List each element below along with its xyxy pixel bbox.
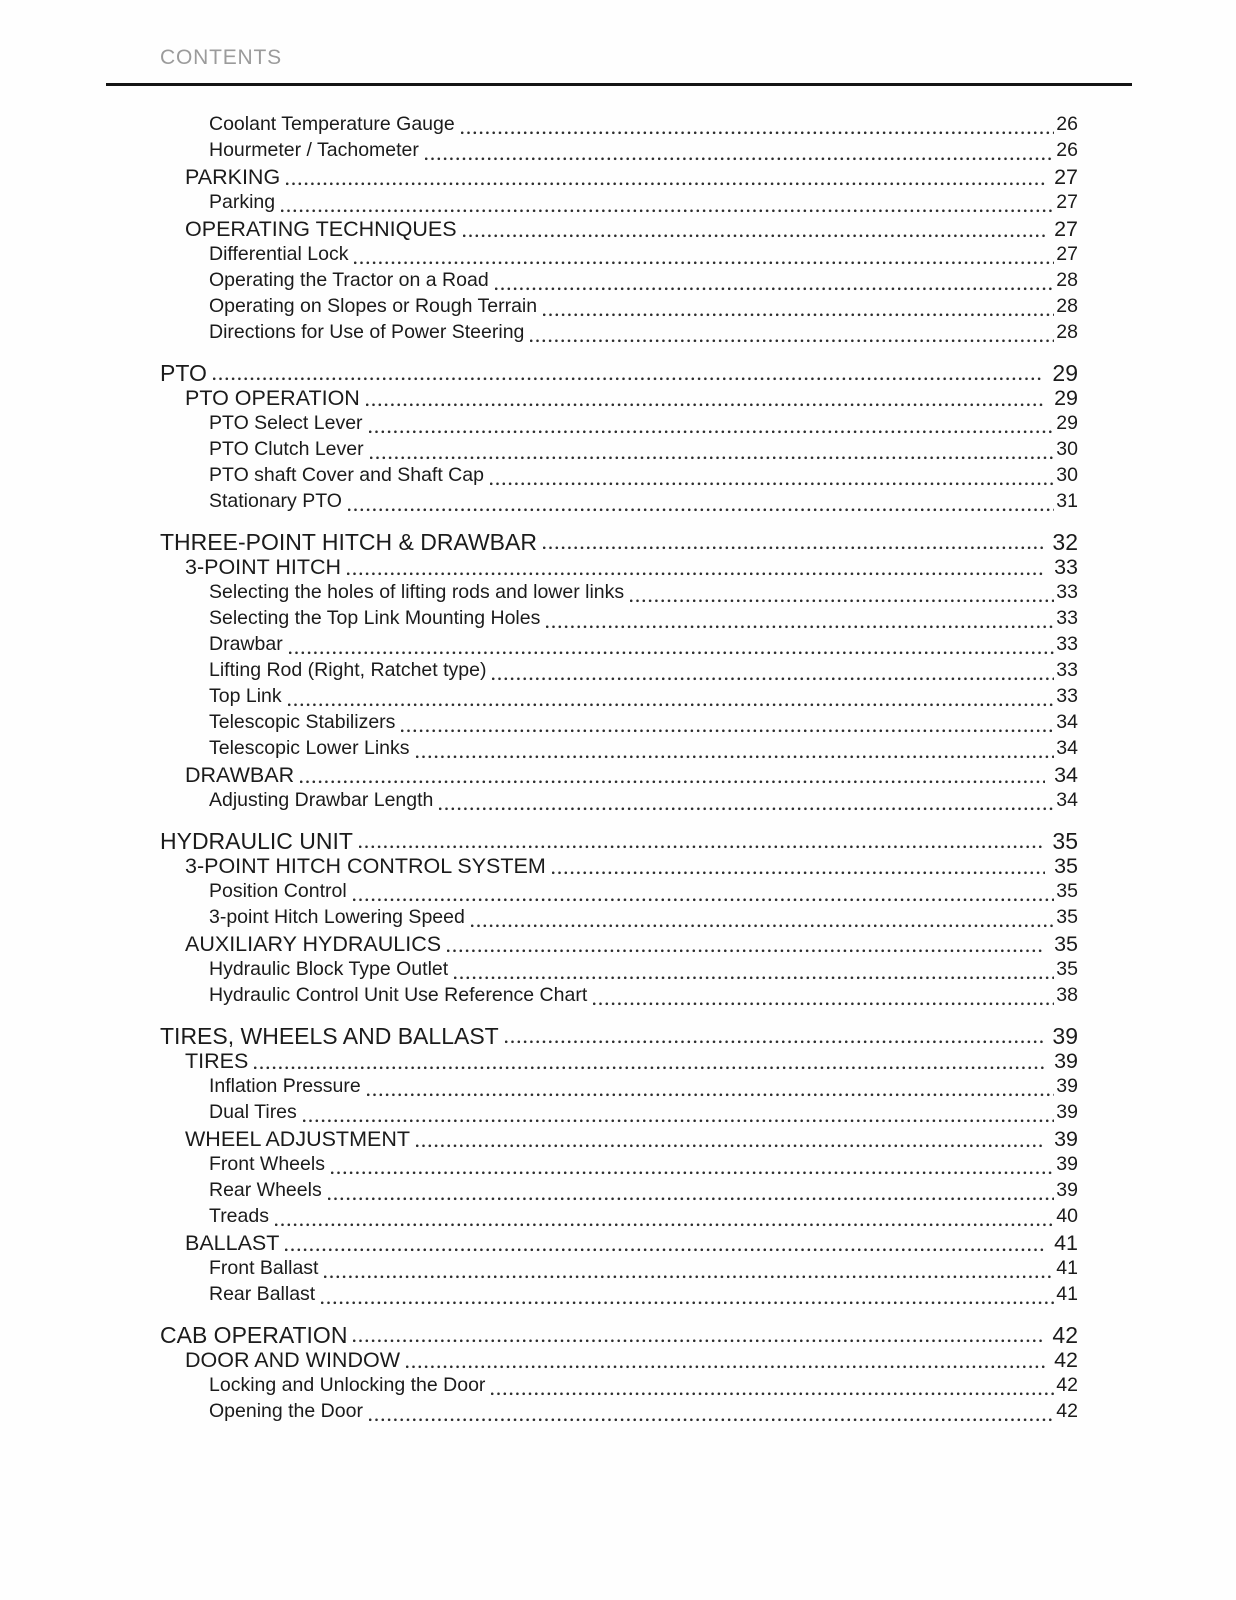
toc-entry-page: 34 — [1056, 789, 1078, 811]
dot-leader — [366, 403, 1045, 407]
toc-entry-title: Selecting the Top Link Mounting Holes — [209, 607, 541, 629]
toc-entry-title: Position Control — [209, 880, 347, 902]
toc-entry-title: TIRES, WHEELS AND BALLAST — [160, 1023, 499, 1049]
toc-entry-title: Rear Wheels — [209, 1179, 322, 1201]
dot-leader — [303, 1119, 1055, 1123]
toc-entry-title: DRAWBAR — [185, 763, 295, 787]
dot-leader — [281, 209, 1054, 213]
dot-leader — [300, 780, 1045, 784]
toc-entry-page: 35 — [1054, 854, 1078, 878]
toc-entry-title: 3-POINT HITCH CONTROL SYSTEM — [185, 854, 546, 878]
toc-entry — [209, 139, 1078, 165]
dot-leader — [416, 755, 1055, 759]
toc-group — [160, 1322, 1078, 1426]
dot-leader — [593, 1002, 1054, 1006]
toc-group — [160, 360, 1078, 516]
toc-entry-page: 27 — [1056, 191, 1078, 213]
toc-entry-title: Telescopic Lower Links — [209, 737, 410, 759]
toc-entry-page: 35 — [1056, 958, 1078, 980]
toc-entry-title: HYDRAULIC UNIT — [160, 828, 353, 854]
toc-entry-page: 29 — [1054, 386, 1078, 410]
toc-entry — [209, 464, 1078, 490]
toc-entry-title: Lifting Rod (Right, Ratchet type) — [209, 659, 487, 681]
toc-entry — [209, 1283, 1078, 1309]
dot-leader — [492, 677, 1054, 681]
dot-leader — [543, 313, 1054, 317]
toc-entry — [209, 1101, 1078, 1127]
toc-entry-page: 35 — [1054, 932, 1078, 956]
toc-entry-title: Drawbar — [209, 633, 283, 655]
toc-entry-title: PARKING — [185, 165, 281, 189]
toc-entry-title: Opening the Door — [209, 1400, 363, 1422]
dot-leader — [328, 1197, 1055, 1201]
toc-entry-title: 3-point Hitch Lowering Speed — [209, 906, 465, 928]
toc-entry-title: CAB OPERATION — [160, 1322, 348, 1348]
toc-entry — [209, 1400, 1078, 1426]
toc-group — [160, 529, 1078, 815]
toc-entry — [209, 906, 1078, 932]
toc-group — [160, 828, 1078, 1010]
toc-entry-page: 34 — [1056, 711, 1078, 733]
toc-entry — [209, 1374, 1078, 1400]
toc-entry — [160, 529, 1078, 555]
toc-entry-page: 33 — [1054, 555, 1078, 579]
toc-entry — [185, 165, 1078, 191]
header-rule — [106, 83, 1132, 86]
toc-entry-title: OPERATING TECHNIQUES — [185, 217, 457, 241]
toc-entry-title: WHEEL ADJUSTMENT — [185, 1127, 410, 1151]
toc-entry — [209, 191, 1078, 217]
toc-entry-page: 38 — [1056, 984, 1078, 1006]
toc-entry-page: 34 — [1056, 737, 1078, 759]
toc-entry — [209, 984, 1078, 1010]
toc-entry-title: Hydraulic Control Unit Use Reference Chart — [209, 984, 588, 1006]
toc-entry-page: 39 — [1056, 1075, 1078, 1097]
toc-entry-page: 29 — [1056, 412, 1078, 434]
toc-entry-title: Selecting the holes of lifting rods and lower links — [209, 581, 625, 603]
toc-entry — [209, 1075, 1078, 1101]
dot-leader — [369, 430, 1055, 434]
toc-entry-title: Operating on Slopes or Rough Terrain — [209, 295, 538, 317]
dot-leader — [353, 1339, 1043, 1343]
toc-entry — [209, 113, 1078, 139]
toc-entry-page: 35 — [1056, 880, 1078, 902]
toc-entry-title: DOOR AND WINDOW — [185, 1348, 400, 1372]
toc-entry-page: 27 — [1056, 243, 1078, 265]
toc-entry-page: 39 — [1056, 1101, 1078, 1123]
toc-entry-title: Telescopic Stabilizers — [209, 711, 396, 733]
dot-leader — [401, 729, 1054, 733]
toc-entry-title: PTO Clutch Lever — [209, 438, 364, 460]
toc-entry — [209, 438, 1078, 464]
dot-leader — [213, 377, 1044, 381]
toc-entry-title: Treads — [209, 1205, 269, 1227]
dot-leader — [348, 508, 1054, 512]
toc-entry-title: Hydraulic Block Type Outlet — [209, 958, 449, 980]
toc-entry-title: Differential Lock — [209, 243, 349, 265]
dot-leader — [359, 845, 1043, 849]
dot-leader — [425, 157, 1054, 161]
toc-entry — [209, 581, 1078, 607]
dot-leader — [471, 924, 1054, 928]
dot-leader — [491, 1392, 1054, 1396]
toc-entry — [160, 1322, 1078, 1348]
dot-leader — [370, 456, 1055, 460]
toc-entry-page: 29 — [1052, 360, 1078, 386]
toc-entry-page: 28 — [1056, 269, 1078, 291]
toc-entry-title: Locking and Unlocking the Door — [209, 1374, 486, 1396]
toc-entry — [209, 412, 1078, 438]
dot-leader — [416, 1144, 1045, 1148]
toc-entry — [185, 1348, 1078, 1374]
toc-entry-page: 39 — [1054, 1127, 1078, 1151]
toc-entry-title: Front Wheels — [209, 1153, 325, 1175]
toc-entry-page: 42 — [1052, 1322, 1078, 1348]
dot-leader — [275, 1223, 1054, 1227]
toc-entry-page: 33 — [1056, 581, 1078, 603]
toc-entry-title: TIRES — [185, 1049, 249, 1073]
dot-leader — [354, 261, 1054, 265]
toc-entry-page: 26 — [1056, 113, 1078, 135]
toc-entry — [185, 854, 1078, 880]
toc-entry — [209, 958, 1078, 984]
toc-entry-title: Rear Ballast — [209, 1283, 316, 1305]
toc-entry-page: 39 — [1054, 1049, 1078, 1073]
toc-entry-title: Directions for Use of Power Steering — [209, 321, 525, 343]
dot-leader — [461, 131, 1055, 135]
toc-entry — [185, 1127, 1078, 1153]
toc-entry — [209, 1179, 1078, 1205]
dot-leader — [546, 625, 1054, 629]
toc-entry-title: Hourmeter / Tachometer — [209, 139, 419, 161]
toc-entry-title: Adjusting Drawbar Length — [209, 789, 434, 811]
toc-entry-title: THREE-POINT HITCH & DRAWBAR — [160, 529, 537, 555]
toc-entry-title: Top Link — [209, 685, 282, 707]
toc-entry — [209, 659, 1078, 685]
toc-entry-page: 39 — [1056, 1153, 1078, 1175]
dot-leader — [353, 898, 1055, 902]
toc-entry-page: 28 — [1056, 321, 1078, 343]
toc-entry — [209, 1205, 1078, 1231]
toc-entry — [209, 880, 1078, 906]
toc-entry-page: 34 — [1054, 763, 1078, 787]
toc-entry-title: Parking — [209, 191, 276, 213]
toc-entry-page: 42 — [1056, 1400, 1078, 1422]
toc-entry-title: PTO — [160, 360, 207, 386]
toc-entry-page: 35 — [1056, 906, 1078, 928]
dot-leader — [331, 1171, 1054, 1175]
toc-entry — [185, 932, 1078, 958]
toc-entry — [209, 737, 1078, 763]
toc-group — [160, 113, 1078, 347]
toc-entry — [209, 789, 1078, 815]
toc-entry-title: Stationary PTO — [209, 490, 342, 512]
toc-entry — [160, 1023, 1078, 1049]
toc-entry-page: 27 — [1054, 217, 1078, 241]
dot-leader — [286, 182, 1045, 186]
dot-leader — [288, 703, 1055, 707]
dot-leader — [324, 1275, 1054, 1279]
toc-entry — [185, 1231, 1078, 1257]
toc-entry-title: PTO shaft Cover and Shaft Cap — [209, 464, 484, 486]
dot-leader — [495, 287, 1055, 291]
toc-entry — [209, 295, 1078, 321]
dot-leader — [321, 1301, 1054, 1305]
dot-leader — [347, 572, 1045, 576]
toc-entry-title: PTO OPERATION — [185, 386, 360, 410]
dot-leader — [367, 1093, 1055, 1097]
toc-entry — [185, 763, 1078, 789]
dot-leader — [490, 482, 1054, 486]
toc-entry-title: Dual Tires — [209, 1101, 297, 1123]
toc-entry-page: 39 — [1056, 1179, 1078, 1201]
toc-entry-title: Operating the Tractor on a Road — [209, 269, 489, 291]
toc-entry-title: Front Ballast — [209, 1257, 319, 1279]
dot-leader — [552, 871, 1045, 875]
toc-entry — [185, 1049, 1078, 1075]
toc-entry — [209, 633, 1078, 659]
dot-leader — [530, 339, 1054, 343]
dot-leader — [543, 546, 1043, 550]
toc-entry — [209, 269, 1078, 295]
dot-leader — [447, 949, 1045, 953]
toc-entry-page: 40 — [1056, 1205, 1078, 1227]
toc-entry — [160, 828, 1078, 854]
toc-entry-page: 41 — [1056, 1283, 1078, 1305]
toc-entry — [185, 386, 1078, 412]
toc-entry-page: 28 — [1056, 295, 1078, 317]
toc-entry — [209, 1153, 1078, 1179]
toc-group — [160, 1023, 1078, 1309]
page-title: CONTENTS — [160, 46, 282, 69]
toc-entry-page: 41 — [1054, 1231, 1078, 1255]
toc-entry-page: 26 — [1056, 139, 1078, 161]
dot-leader — [454, 976, 1054, 980]
toc-entry-page: 30 — [1056, 464, 1078, 486]
toc-entry — [209, 711, 1078, 737]
toc-entry-title: BALLAST — [185, 1231, 280, 1255]
toc-entry-page: 27 — [1054, 165, 1078, 189]
toc-entry — [209, 1257, 1078, 1283]
dot-leader — [369, 1418, 1054, 1422]
toc-entry — [160, 360, 1078, 386]
toc-entry-title: AUXILIARY HYDRAULICS — [185, 932, 442, 956]
dot-leader — [463, 234, 1046, 238]
dot-leader — [505, 1040, 1044, 1044]
dot-leader — [254, 1066, 1045, 1070]
toc-entry-page: 33 — [1056, 607, 1078, 629]
toc-entry-page: 39 — [1052, 1023, 1078, 1049]
toc-entry-page: 35 — [1052, 828, 1078, 854]
dot-leader — [406, 1365, 1045, 1369]
toc-entry-page: 32 — [1052, 529, 1078, 555]
toc-entry — [185, 555, 1078, 581]
toc-entry — [209, 685, 1078, 711]
toc-entry-title: PTO Select Lever — [209, 412, 363, 434]
toc-entry-page: 33 — [1056, 685, 1078, 707]
toc-entry-title: 3-POINT HITCH — [185, 555, 342, 579]
toc-entry-page: 33 — [1056, 633, 1078, 655]
toc-entry — [209, 243, 1078, 269]
toc-entry-page: 42 — [1054, 1348, 1078, 1372]
toc-entry-title: Inflation Pressure — [209, 1075, 361, 1097]
toc-entry — [185, 217, 1078, 243]
toc-entry-page: 31 — [1056, 490, 1078, 512]
toc-entry — [209, 607, 1078, 633]
toc-entry-page: 33 — [1056, 659, 1078, 681]
toc-entry-page: 30 — [1056, 438, 1078, 460]
toc-entry — [209, 321, 1078, 347]
dot-leader — [439, 807, 1054, 811]
toc-entry — [209, 490, 1078, 516]
toc-entry-page: 42 — [1056, 1374, 1078, 1396]
dot-leader — [285, 1248, 1045, 1252]
dot-leader — [289, 651, 1055, 655]
toc-list — [160, 113, 1078, 1439]
dot-leader — [630, 599, 1054, 603]
toc-entry-title: Coolant Temperature Gauge — [209, 113, 455, 135]
toc-entry-page: 41 — [1056, 1257, 1078, 1279]
